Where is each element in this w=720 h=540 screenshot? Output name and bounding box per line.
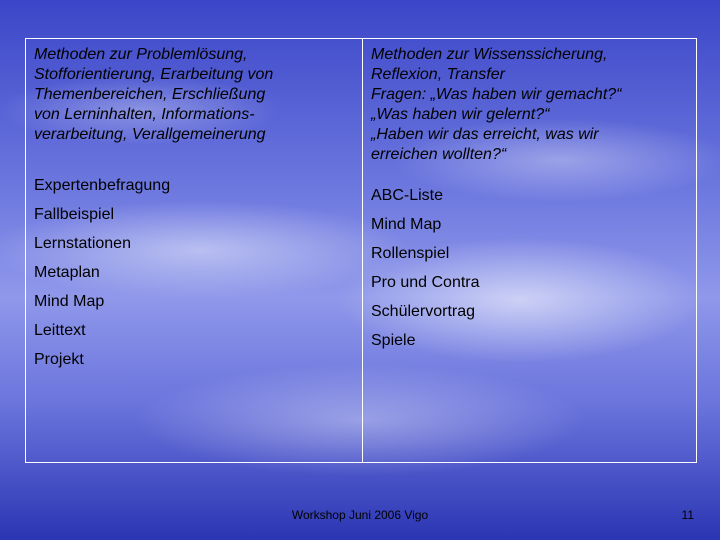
list-item: Fallbeispiel: [34, 206, 115, 223]
list-item: ABC-Liste: [371, 187, 444, 204]
list-item: Metaplan: [34, 264, 100, 281]
footer-text: Workshop Juni 2006 Vigo: [291, 508, 429, 522]
right-method-list: [371, 181, 691, 355]
methods-table: [25, 38, 697, 463]
list-item: Leittext: [34, 322, 86, 339]
left-column: [34, 45, 356, 374]
list-item: Pro und Contra: [371, 274, 480, 291]
list-item: Expertenbefragung: [34, 177, 171, 194]
list-item: Projekt: [34, 351, 84, 368]
right-column-heading: Methoden zur Wissenssicherung, Reflexion, Transfer Fragen: „Was haben wir gemacht?“ „Was haben wir gelernt?“ „Haben wir das erreicht, was wir erreichen wollten?“: [371, 46, 622, 163]
column-divider: [362, 39, 363, 462]
list-item: Rollenspiel: [371, 245, 450, 262]
right-column: [371, 45, 691, 355]
list-item: Schülervortrag: [371, 303, 476, 320]
list-item: Mind Map: [371, 216, 442, 233]
list-item: Mind Map: [34, 293, 105, 310]
left-column-heading: Methoden zur Problemlösung, Stofforientierung, Erarbeitung von Themenbereichen, Erschließung von Lerninhalten, Informations- verarbeitung, Verallgemeinerung: [34, 46, 274, 143]
page-number: 11: [681, 508, 694, 522]
list-item: Spiele: [371, 332, 416, 349]
left-method-list: [34, 171, 356, 374]
list-item: Lernstationen: [34, 235, 131, 252]
